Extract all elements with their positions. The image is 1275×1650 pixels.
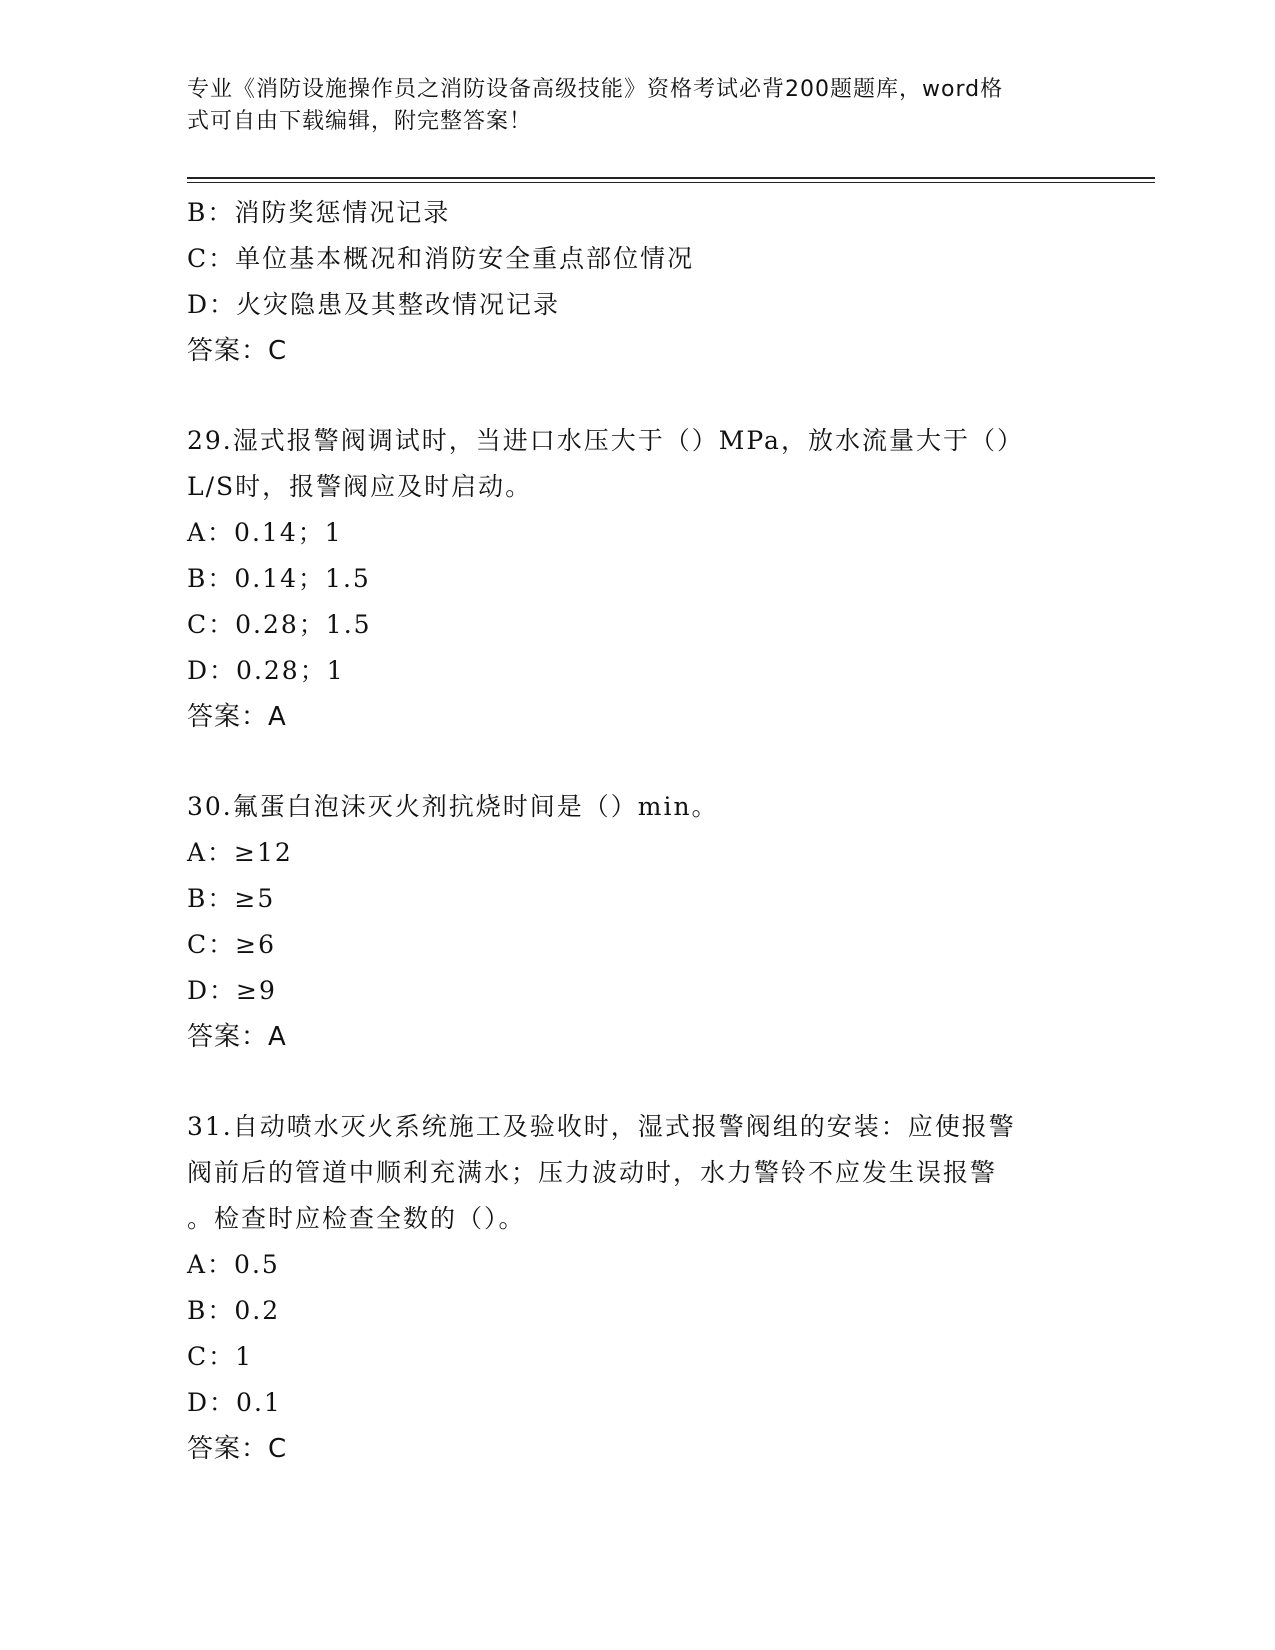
question-stem: 29.湿式报警阀调试时，当进口水压大于（）MPa，放水流量大于（）	[187, 426, 1024, 455]
question-stem: 31.自动喷水灭火系统施工及验收时，湿式报警阀组的安装：应使报警	[187, 1112, 1016, 1141]
question-stem: 阀前后的管道中顺利充满水；压力波动时，水力警铃不应发生误报警	[187, 1158, 998, 1187]
option-c: C：0.28；1.5	[187, 610, 372, 639]
answer: 答案：C	[187, 336, 288, 366]
option-a: A：≥12	[187, 838, 293, 867]
question-31	[187, 1104, 1087, 1472]
option-b: B：≥5	[187, 884, 276, 913]
answer: 答案：C	[187, 1434, 288, 1464]
option-a: A：0.14；1	[187, 518, 343, 547]
question-30	[187, 784, 1087, 1060]
question-stem: 30.氟蛋白泡沫灭火剂抗烧时间是（）min。	[187, 792, 719, 821]
option-b: B：消防奖惩情况记录	[187, 198, 451, 227]
header-divider-thick	[187, 177, 1155, 179]
question-29	[187, 418, 1087, 740]
header-line-1: 专业《消防设施操作员之消防设备高级技能》资格考试必背200题题库，word格	[187, 77, 1004, 102]
option-c: C：1	[187, 1342, 254, 1371]
page-header	[187, 74, 1067, 138]
question-list	[187, 190, 1087, 1472]
question-28-continued	[187, 190, 1087, 374]
option-a: A：0.5	[187, 1250, 280, 1279]
answer: 答案：A	[187, 1022, 287, 1052]
option-d: D：0.28；1	[187, 656, 345, 685]
question-stem: 。检查时应检查全数的（）。	[187, 1204, 526, 1233]
option-b: B：0.14；1.5	[187, 564, 371, 593]
option-d: D：0.1	[187, 1388, 282, 1417]
answer: 答案：A	[187, 702, 287, 732]
option-c: C：单位基本概况和消防安全重点部位情况	[187, 244, 695, 273]
question-stem: L/S时，报警阀应及时启动。	[187, 472, 533, 501]
option-c: C：≥6	[187, 930, 276, 959]
option-d: D：≥9	[187, 976, 277, 1005]
header-line-2: 式可自由下载编辑，附完整答案！	[187, 109, 533, 134]
header-divider-thin	[187, 182, 1155, 183]
option-d: D：火灾隐患及其整改情况记录	[187, 290, 561, 319]
option-b: B：0.2	[187, 1296, 281, 1325]
